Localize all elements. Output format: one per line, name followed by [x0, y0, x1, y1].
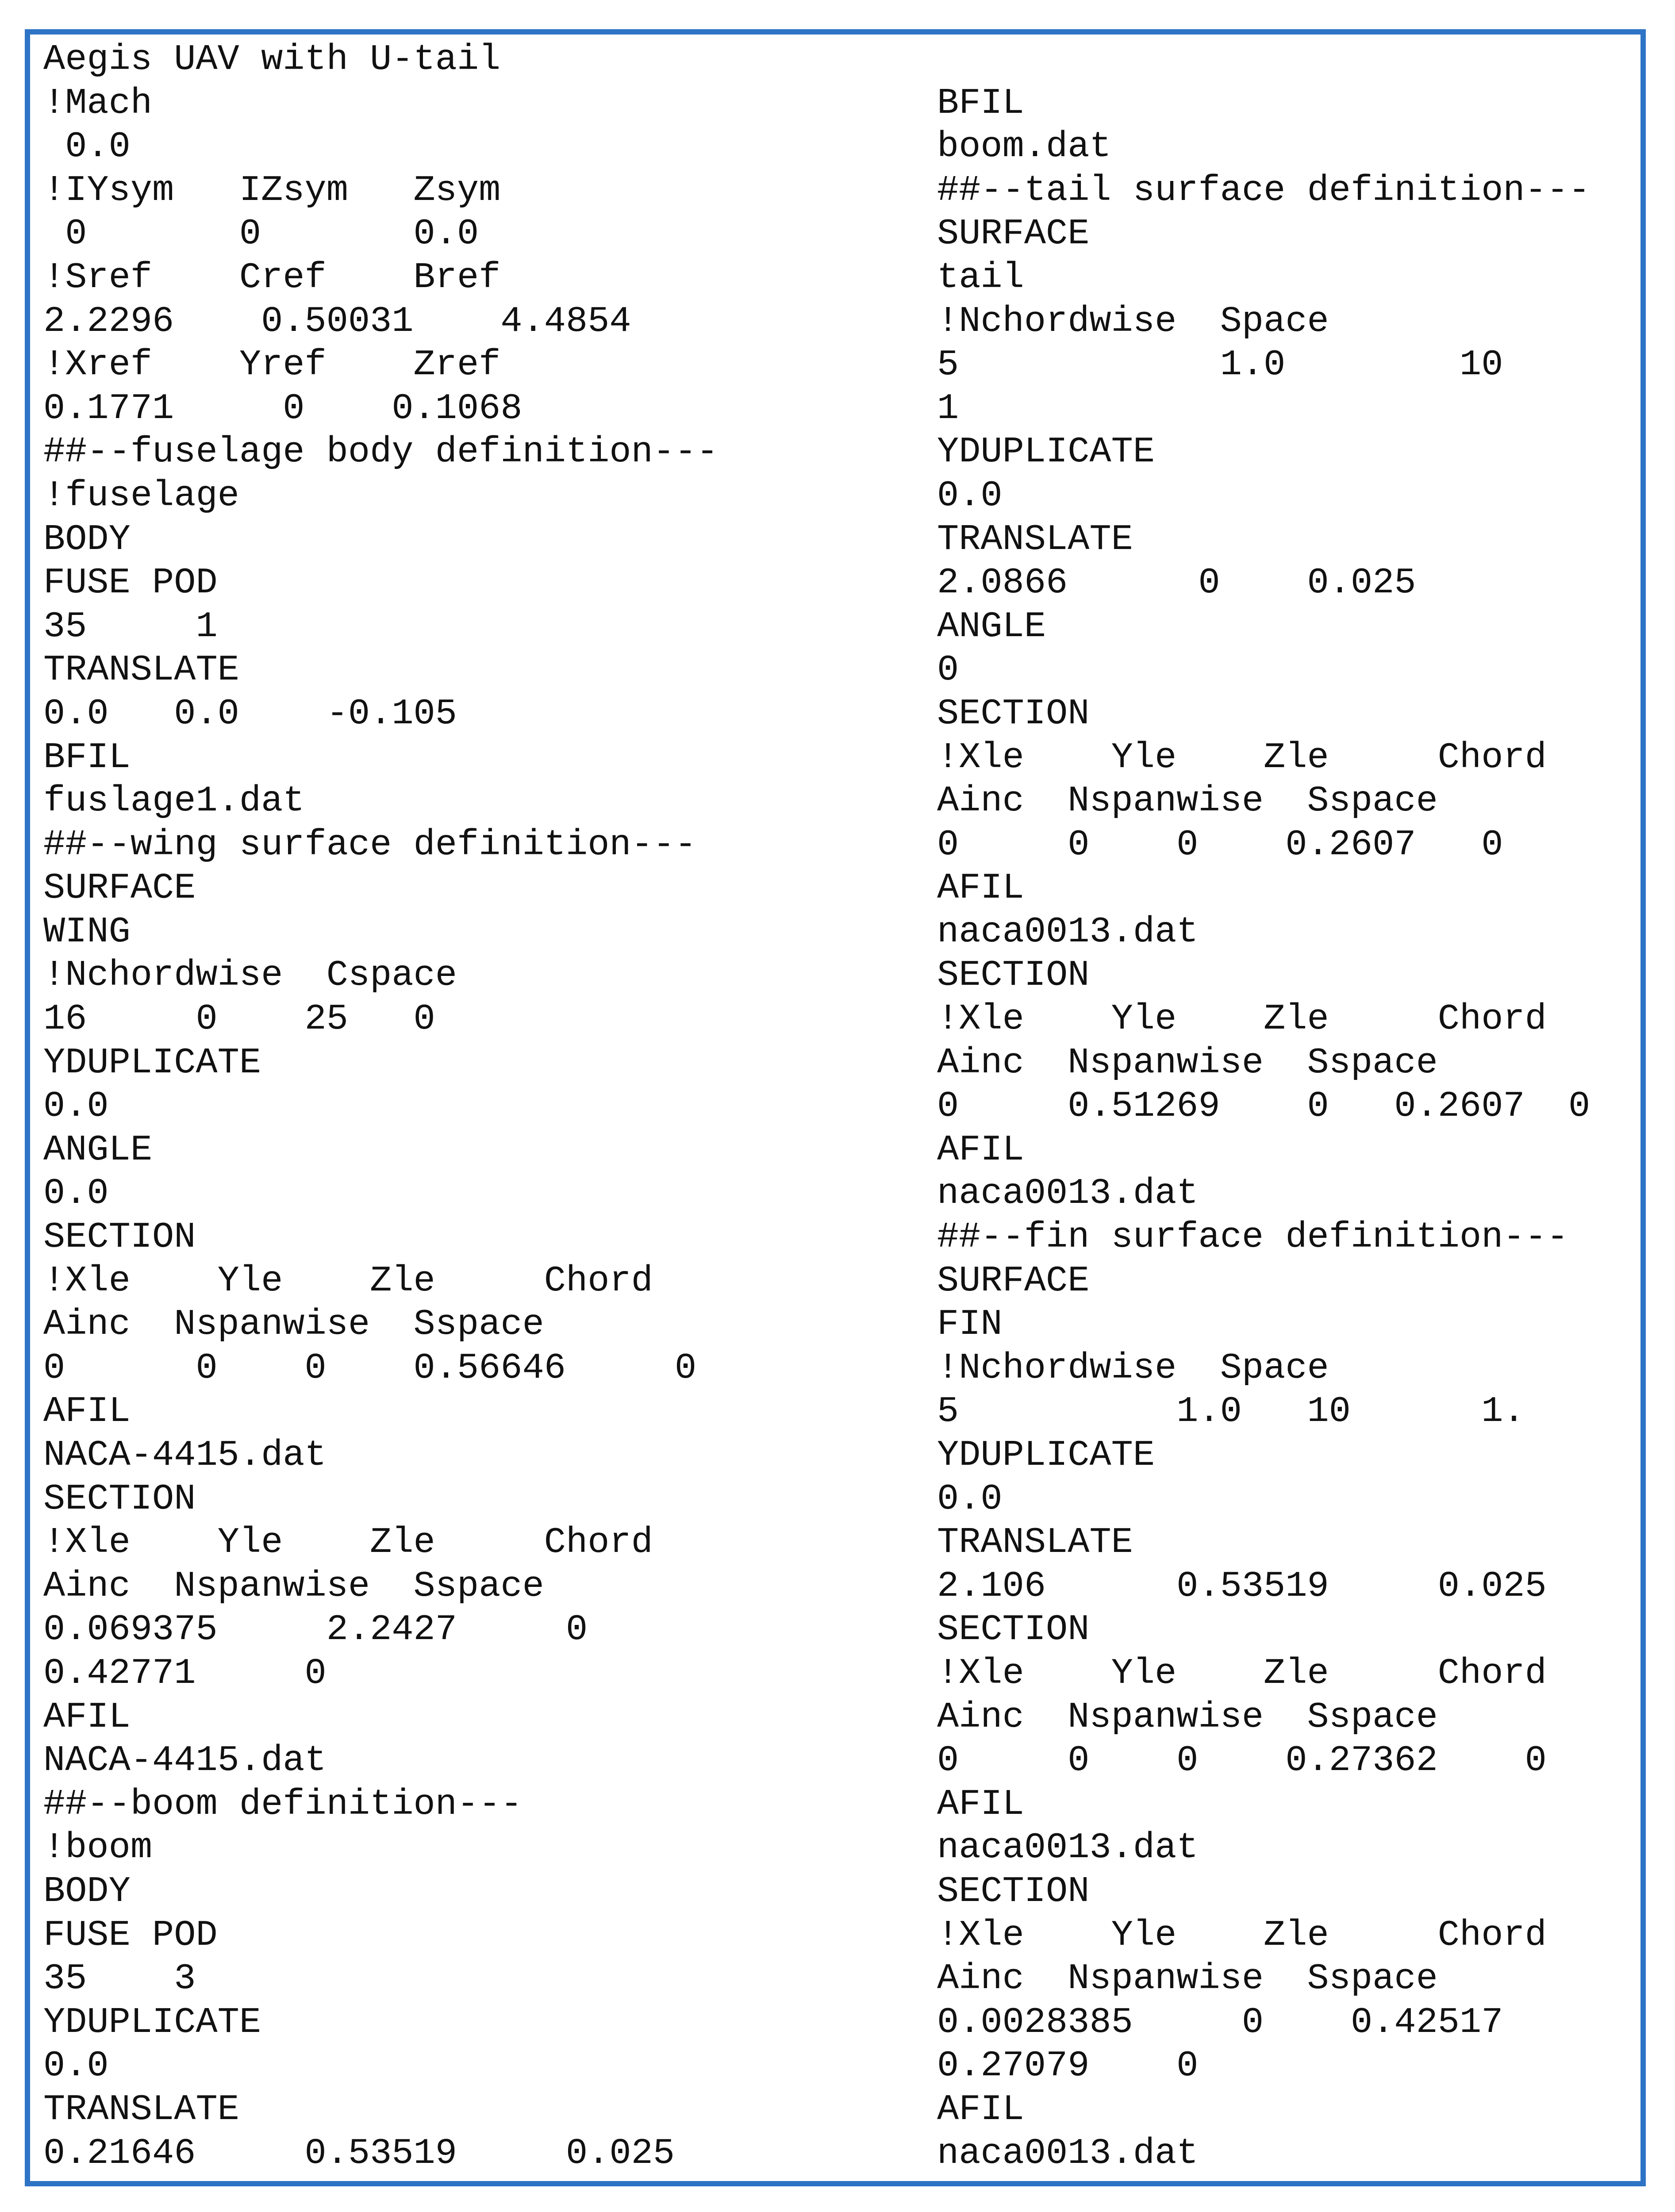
text-line: Ainc Nspanwise Sspace: [937, 1958, 1438, 2000]
text-line: boom.dat: [937, 126, 1111, 168]
text-line: SECTION: [43, 1217, 196, 1258]
text-line: FIN: [937, 1304, 1003, 1345]
text-line: !Nchordwise Space: [937, 300, 1329, 342]
text-line: SECTION: [43, 1478, 196, 1520]
text-line: !IYsym IZsym Zsym: [43, 169, 501, 211]
text-line: YDUPLICATE: [937, 1435, 1155, 1476]
text-line: !fuselage: [43, 475, 239, 516]
text-line: ##--fuselage body definition---: [43, 431, 718, 473]
text-line: !Nchordwise Cspace: [43, 955, 457, 996]
text-line: ##--wing surface definition---: [43, 824, 697, 865]
text-line: !Xle Yle Zle Chord: [43, 1260, 653, 1302]
text-line: !Xle Yle Zle Chord: [43, 1522, 653, 1563]
text-line: !Sref Cref Bref: [43, 257, 501, 298]
text-line: fuslage1.dat: [43, 780, 305, 822]
text-line: SECTION: [937, 955, 1090, 996]
text-line: 0 0 0 0.56646 0: [43, 1347, 697, 1389]
text-line: TRANSLATE: [937, 1522, 1133, 1563]
text-line: NACA-4415.dat: [43, 1740, 327, 1782]
text-line: NACA-4415.dat: [43, 1435, 327, 1476]
text-line: SURFACE: [937, 1260, 1090, 1302]
left-text-column: [43, 38, 718, 2175]
text-line: Ainc Nspanwise Sspace: [43, 1565, 544, 1607]
text-line: tail: [937, 257, 1024, 298]
text-line: !Nchordwise Space: [937, 1347, 1329, 1389]
text-line: AFIL: [937, 1783, 1024, 1825]
text-line: !Xref Yref Zref: [43, 344, 501, 386]
text-line: 35 3: [43, 1958, 196, 2000]
text-line: 0.0: [937, 475, 1003, 516]
text-line: 1: [937, 388, 959, 429]
text-line: !Xle Yle Zle Chord: [937, 1652, 1547, 1694]
text-line: 0 0 0 0.2607 0: [937, 824, 1503, 865]
text-line: ##--tail surface definition---: [937, 169, 1590, 211]
text-line: BFIL: [43, 737, 131, 778]
text-line: !Xle Yle Zle Chord: [937, 998, 1547, 1040]
text-line: 0.069375 2.2427 0: [43, 1609, 588, 1651]
text-line: SURFACE: [43, 868, 196, 909]
text-line: naca0013.dat: [937, 1827, 1199, 1869]
right-text-column: [937, 38, 1590, 2175]
text-line: 0.27079 0: [937, 2045, 1199, 2087]
text-line: 0.0: [43, 2045, 109, 2087]
text-line: 0.1771 0 0.1068: [43, 388, 522, 429]
text-line: BODY: [43, 518, 131, 560]
text-line: YDUPLICATE: [43, 1042, 261, 1083]
text-line: !Xle Yle Zle Chord: [937, 737, 1547, 778]
text-line: TRANSLATE: [937, 518, 1133, 560]
text-line: AFIL: [937, 2089, 1024, 2130]
text-line: ANGLE: [43, 1129, 153, 1171]
text-line: AFIL: [43, 1391, 131, 1432]
text-line: 0.42771 0: [43, 1652, 327, 1694]
text-line: SECTION: [937, 1870, 1090, 1912]
text-line: AFIL: [937, 1129, 1024, 1171]
text-line: !Xle Yle Zle Chord: [937, 1914, 1547, 1956]
text-line: 2.0866 0 0.025: [937, 562, 1416, 604]
text-line: TRANSLATE: [43, 2089, 239, 2130]
text-line: naca0013.dat: [937, 911, 1199, 952]
text-line: ##--fin surface definition---: [937, 1217, 1569, 1258]
text-line: WING: [43, 911, 131, 952]
text-line: FUSE POD: [43, 562, 218, 604]
text-line: FUSE POD: [43, 1914, 218, 1956]
text-line: BFIL: [937, 82, 1024, 124]
text-line: Ainc Nspanwise Sspace: [937, 780, 1438, 822]
text-line: 0.0028385 0 0.42517: [937, 2001, 1503, 2043]
text-line: Ainc Nspanwise Sspace: [937, 1042, 1438, 1083]
text-line: naca0013.dat: [937, 2132, 1199, 2174]
text-line: !Mach: [43, 82, 153, 124]
text-line: [937, 38, 1590, 82]
text-line: ANGLE: [937, 606, 1046, 647]
text-line: TRANSLATE: [43, 649, 239, 691]
text-line: YDUPLICATE: [43, 2001, 261, 2043]
text-line: BODY: [43, 1870, 131, 1912]
text-line: SECTION: [937, 1609, 1090, 1651]
text-line: SECTION: [937, 693, 1090, 734]
text-line: naca0013.dat: [937, 1173, 1199, 1214]
text-line: AFIL: [43, 1696, 131, 1738]
text-line: 0.0: [937, 1478, 1003, 1520]
text-line: 0.0: [43, 1086, 109, 1127]
text-line: 5 1.0 10 1.: [937, 1391, 1525, 1432]
text-line: 0 0.51269 0 0.2607 0: [937, 1086, 1590, 1127]
text-line: 0.21646 0.53519 0.025: [43, 2132, 675, 2174]
avl-input-file-panel: [25, 29, 1646, 2186]
text-line: 2.106 0.53519 0.025: [937, 1565, 1547, 1607]
text-line: Ainc Nspanwise Sspace: [937, 1696, 1438, 1738]
text-line: 0: [937, 649, 959, 691]
text-line: 35 1: [43, 606, 218, 647]
text-line: 16 0 25 0: [43, 998, 435, 1040]
text-line: 0.0 0.0 -0.105: [43, 693, 457, 734]
text-line: 0 0 0 0.27362 0: [937, 1740, 1547, 1782]
text-line: 5 1.0 10: [937, 344, 1503, 386]
text-line: 0 0 0.0: [43, 213, 479, 255]
text-line: 0.0: [43, 1173, 109, 1214]
text-line: SURFACE: [937, 213, 1090, 255]
text-line: YDUPLICATE: [937, 431, 1155, 473]
text-line: Aegis UAV with U-tail: [43, 39, 501, 80]
text-line: Ainc Nspanwise Sspace: [43, 1304, 544, 1345]
text-line: ##--boom definition---: [43, 1783, 522, 1825]
text-line: 2.2296 0.50031 4.4854: [43, 300, 631, 342]
text-line: 0.0: [43, 126, 131, 168]
text-line: !boom: [43, 1827, 153, 1869]
text-line: AFIL: [937, 868, 1024, 909]
